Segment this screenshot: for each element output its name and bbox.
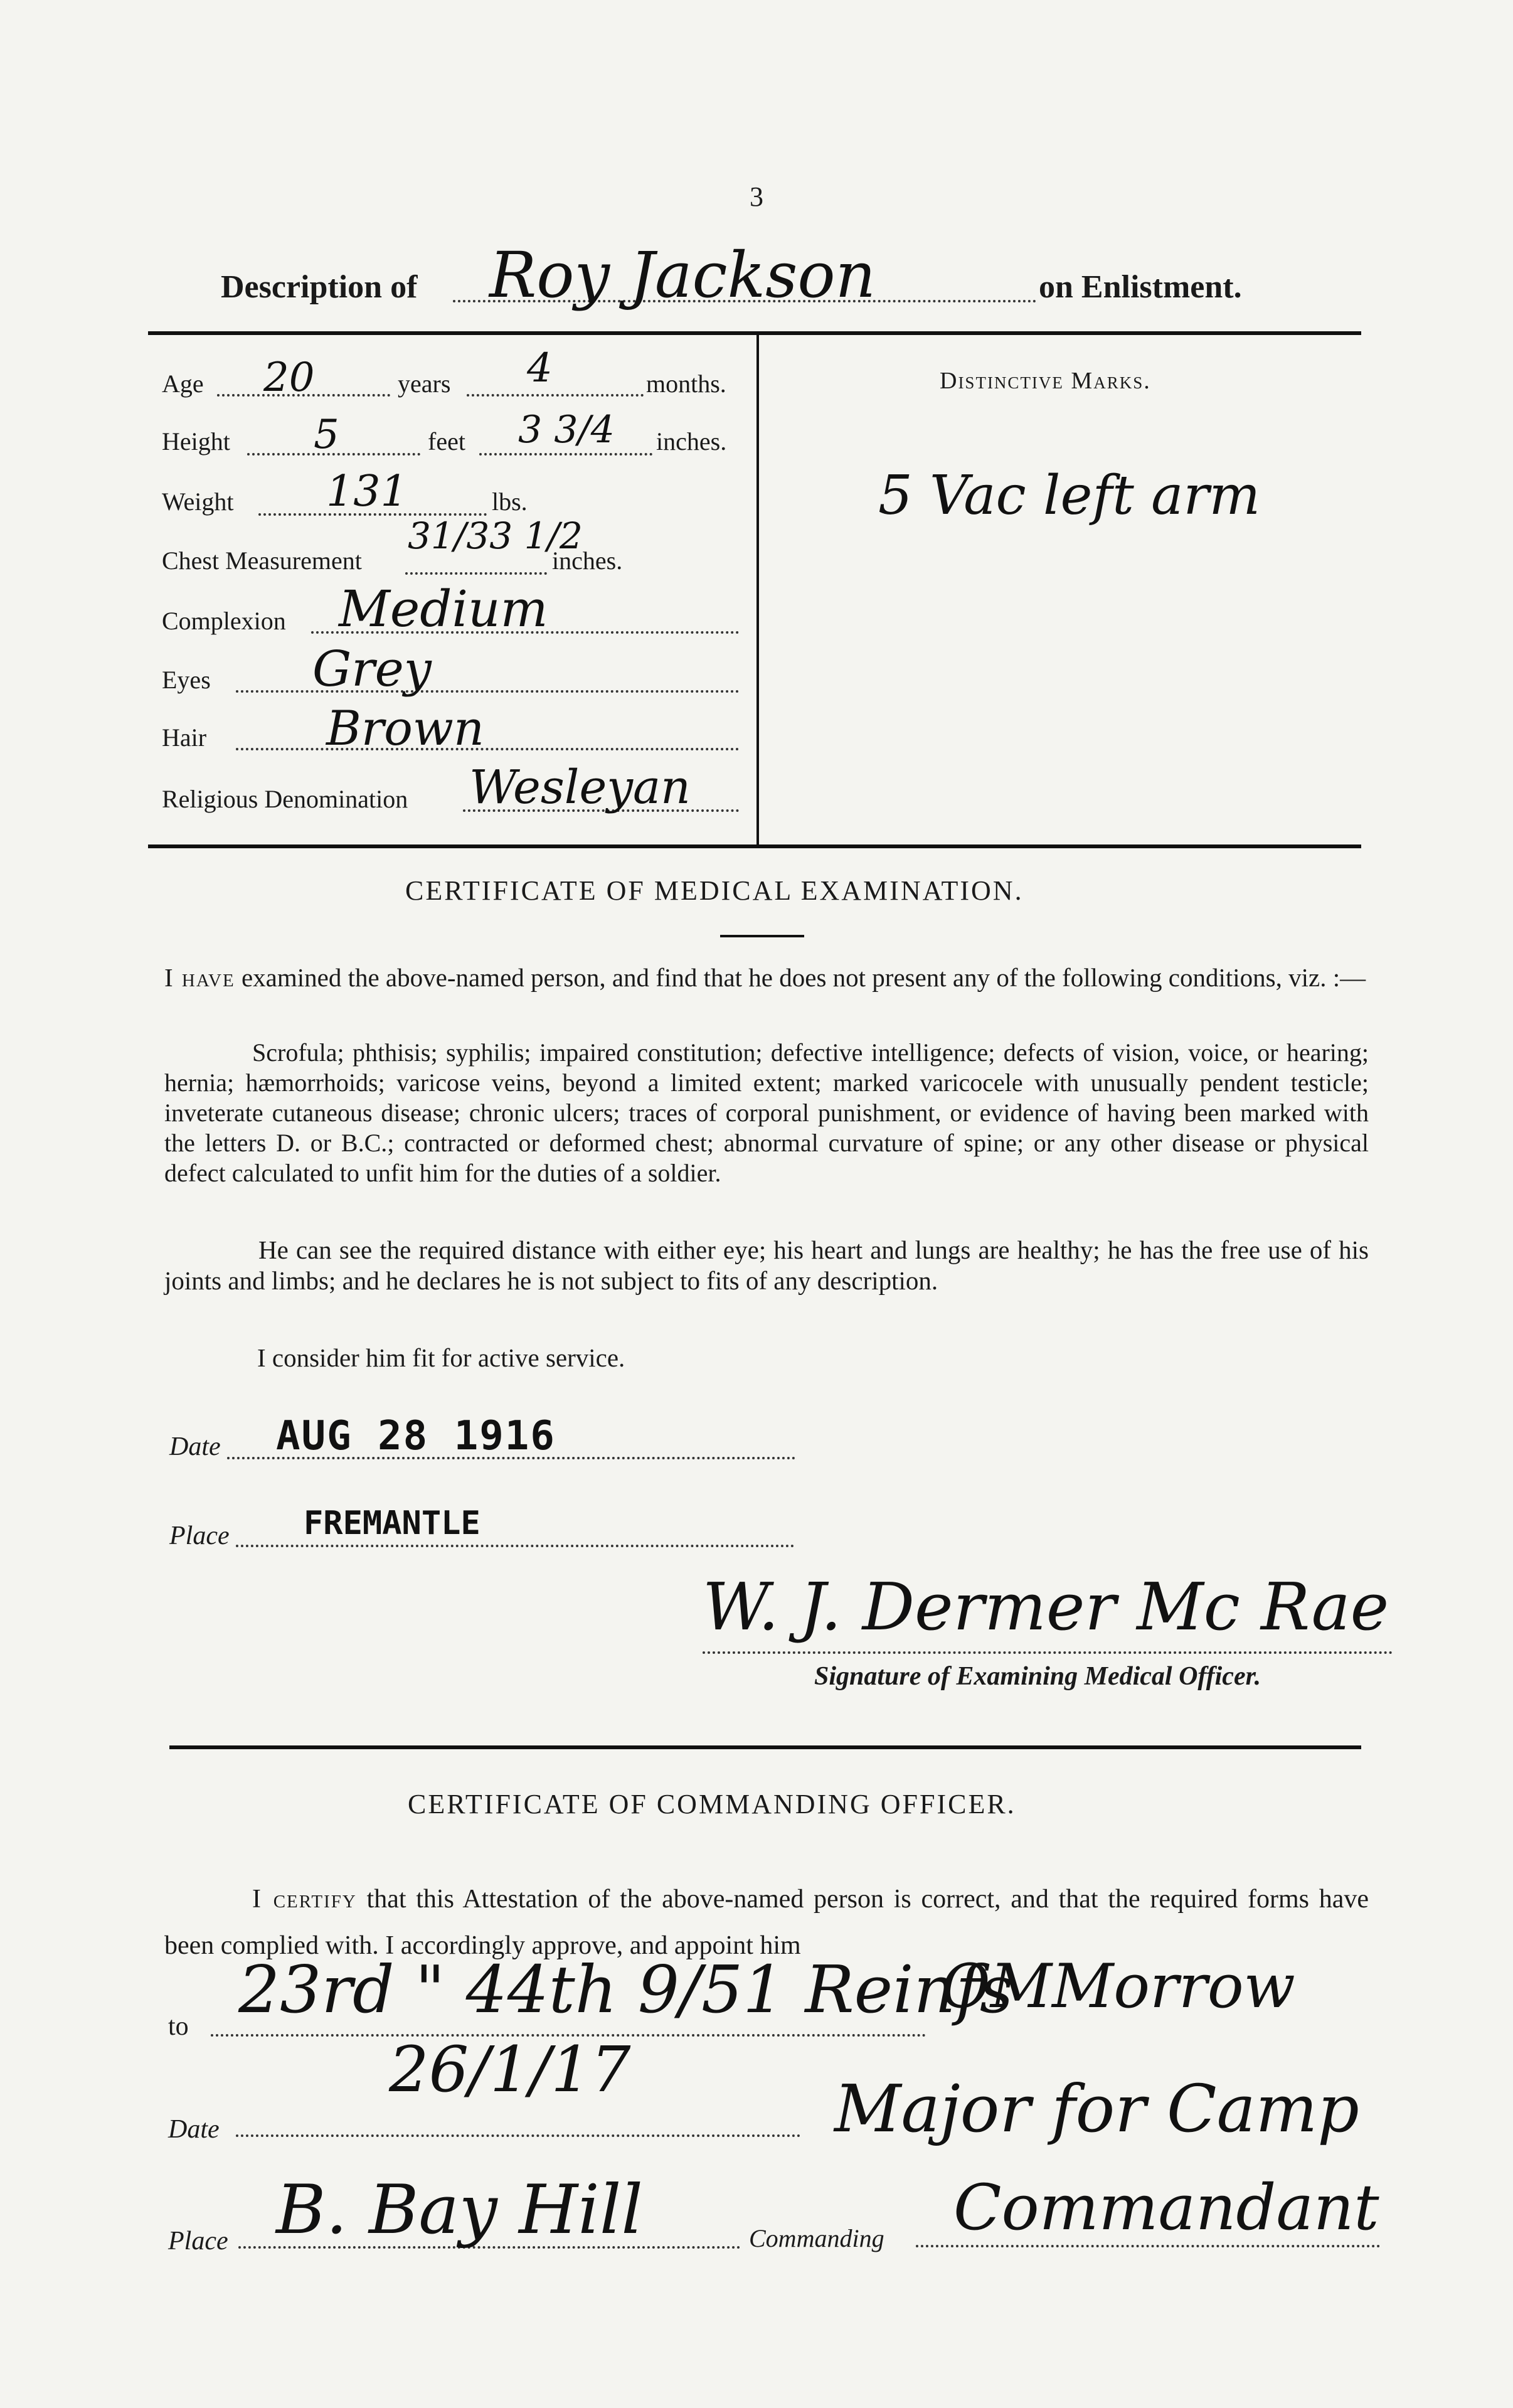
weight-label: Weight xyxy=(162,487,234,516)
page-number: 3 xyxy=(750,181,763,212)
commanding-value: Commandant xyxy=(953,2171,1379,2244)
description-top-rule xyxy=(148,331,1361,335)
age-months-value: 4 xyxy=(527,345,553,392)
religion-value: Wesleyan xyxy=(469,760,691,814)
chest-label: Chest Measurement xyxy=(162,546,362,575)
medical-date-label: Date xyxy=(169,1432,221,1461)
commanding-text-body: that this Attestation of the above-named person is correct, and that the required forms have been complied with. I accordingly approve, and appoint him xyxy=(164,1885,1369,1960)
medical-place-label: Place xyxy=(169,1521,230,1550)
medical-signature-dots xyxy=(703,1651,1393,1654)
chest-dots xyxy=(405,572,547,575)
eyes-label: Eyes xyxy=(162,666,211,694)
commanding-date-value: 26/1/17 xyxy=(389,2033,631,2106)
title-prefix: Description of xyxy=(221,269,418,305)
medical-date-stamp: AUG 28 1916 xyxy=(276,1413,556,1459)
commanding-rank: Major for Camp xyxy=(834,2070,1359,2147)
chest-value: 31/33 1/2 xyxy=(408,514,583,557)
medical-fit: I consider him fit for active service. xyxy=(257,1343,625,1372)
age-months-dots xyxy=(467,394,644,397)
complexion-value: Medium xyxy=(339,580,548,638)
medical-heading: CERTIFICATE OF MEDICAL EXAMINATION. xyxy=(405,875,1024,906)
weight-value: 131 xyxy=(326,467,408,516)
hair-dots xyxy=(236,748,739,750)
commanding-to-value: 23rd " 44th 9/51 Reinfs xyxy=(238,1951,1014,2028)
medical-conditions: Scrofula; phthisis; syphilis; impaired constitution; defective intelligence; defects of vision, voice, or hearing; hernia; hæmorrhoids; varicose veins, beyond a limited extent; marked varicocele with unusually pendent testicle; inveterate cutaneous disease; chronic ulcers; traces of corporal punishment, or evidence of having been marked with the letters D. or B.C.; contracted or deformed chest; abnormal curvature of spine; or any other disease or physical defect calculated to unfit him for the duties of a soldier. xyxy=(164,1038,1369,1187)
height-inches-dots xyxy=(479,453,652,455)
section-divider-rule xyxy=(169,1745,1361,1749)
hair-value: Brown xyxy=(326,700,484,756)
height-feet-label: feet xyxy=(428,427,465,455)
height-feet-value: 5 xyxy=(314,412,339,458)
commanding-dots xyxy=(916,2245,1380,2247)
commanding-date-dots xyxy=(236,2134,800,2137)
medical-sight: He can see the required distance with either eye; his heart and lungs are healthy; he has the free use of his joints and limbs; and he declares he is not subject to fits of any description. xyxy=(164,1235,1369,1295)
commanding-text-lead: I certify xyxy=(252,1885,357,1914)
medical-heading-underline xyxy=(720,935,804,937)
height-inches-label: inches. xyxy=(656,427,727,455)
commanding-label: Commanding xyxy=(749,2224,884,2252)
medical-intro xyxy=(164,962,1369,993)
commanding-place-label: Place xyxy=(168,2227,228,2256)
chest-unit: inches. xyxy=(552,546,623,575)
commanding-place-value: B. Bay Hill xyxy=(276,2171,643,2249)
weight-unit: lbs. xyxy=(492,487,528,516)
commanding-date-label: Date xyxy=(168,2115,220,2144)
medical-intro-lead: I have xyxy=(164,963,235,992)
soldier-name: Roy Jackson xyxy=(489,238,876,312)
medical-place-dots xyxy=(236,1545,794,1547)
age-years-label: years xyxy=(398,370,451,398)
religion-label: Religious Denomination xyxy=(162,785,408,813)
medical-intro-text: examined the above-named person, and find that he does not present any of the following conditions, viz. :— xyxy=(241,963,1366,992)
height-inches-value: 3 3/4 xyxy=(518,408,615,452)
distinctive-marks-value: 5 Vac left arm xyxy=(878,464,1261,527)
age-label: Age xyxy=(162,370,204,398)
eyes-value: Grey xyxy=(312,641,432,698)
age-months-label: months. xyxy=(646,370,726,398)
description-bottom-rule xyxy=(148,844,1361,848)
complexion-label: Complexion xyxy=(162,607,286,635)
medical-signature-label: Signature of Examining Medical Officer. xyxy=(814,1662,1261,1691)
medical-place-stamp: FREMANTLE xyxy=(304,1505,480,1542)
age-years-value: 20 xyxy=(263,354,315,401)
commanding-heading: CERTIFICATE OF COMMANDING OFFICER. xyxy=(408,1789,1016,1819)
hair-label: Hair xyxy=(162,723,207,752)
distinctive-marks-heading: Distinctive Marks. xyxy=(940,368,1151,394)
medical-officer-signature: W. J. Dermer Mc Rae xyxy=(703,1569,1389,1645)
height-label: Height xyxy=(162,427,230,455)
eyes-dots xyxy=(236,690,739,693)
description-divider xyxy=(756,335,759,847)
commanding-to-label: to xyxy=(168,2012,189,2041)
title-suffix: on Enlistment. xyxy=(1039,269,1242,305)
commanding-officer-signature: OMMorrow xyxy=(941,1951,1295,2022)
